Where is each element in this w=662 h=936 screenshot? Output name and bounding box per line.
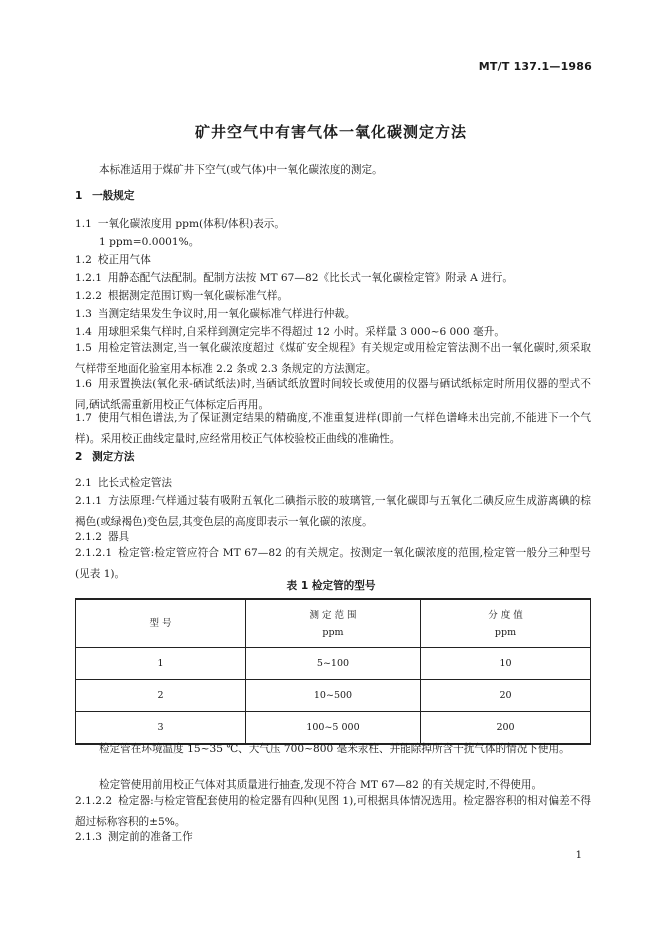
clause-1-5: 1.5 用检定管法测定,当一氧化碳浓度超过《煤矿安全规程》有关规定或用检定管法测不出一氧化碳时,须采取气样带至地面化验室用本标准 2.2 条或 2.3 条规定的方法测定。	[75, 342, 591, 375]
section-1-heading: 1 一般规定	[75, 190, 135, 202]
clause-1-2-1: 1.2.1 用静态配气法配制。配制方法按 MT 67—82《比长式一氧化碳检定管》附录 A 进行。	[75, 272, 513, 284]
clause-1-1-formula: 1 ppm=0.0001%。	[99, 236, 200, 248]
standard-code: MT/T 137.1—1986	[478, 60, 592, 73]
clause-1-2: 1.2 校正用气体	[75, 254, 151, 266]
clause-1-1: 1.1 一氧化碳浓度用 ppm(体积/体积)表示。	[75, 218, 285, 230]
cell-division: 10	[421, 648, 591, 680]
cell-range: 100~5 000	[245, 712, 420, 745]
clause-2-1-3: 2.1.3 测定前的准备工作	[75, 831, 193, 843]
header-type: 型 号	[76, 599, 246, 648]
page-number: 1	[575, 850, 582, 861]
header-division: 分 度 值 ppm	[421, 599, 591, 648]
table-row	[76, 648, 591, 680]
document-title: 矿井空气中有害气体一氧化碳测定方法	[194, 123, 467, 141]
intro-paragraph: 本标准适用于煤矿井下空气(或气体)中一氧化碳浓度的测定。	[99, 164, 383, 176]
clause-1-3: 1.3 当测定结果发生争议时,用一氧化碳标准气样进行仲裁。	[75, 308, 356, 320]
clause-1-2-2: 1.2.2 根据测定范围订购一氧化碳标准气样。	[75, 290, 289, 302]
cell-division: 20	[421, 680, 591, 712]
table-row	[76, 680, 591, 712]
after-table-paragraph-1: 检定管在环境温度 15~35 ℃、大气压 700~800 毫米汞柱、并能除掉所含干扰气体的情况下使用。	[99, 743, 570, 755]
clause-2-1-2: 2.1.2 器具	[75, 531, 130, 543]
after-table-paragraph-2: 检定管使用前用校正气体对其质量进行抽查,发现不符合 MT 67—82 的有关规定时,不得使用。	[99, 779, 543, 791]
cell-type: 3	[76, 712, 246, 745]
clause-2-1-2-2: 2.1.2.2 检定器:与检定管配套使用的检定器有四种(见图 1),可根据具体情况选用。检定器容积的相对偏差不得超过标称容积的±5%。	[75, 795, 591, 828]
table-header-row	[76, 599, 591, 648]
clause-2-1: 2.1 比长式检定管法	[75, 477, 173, 489]
clause-2-1-1: 2.1.1 方法原理:气样通过装有吸附五氧化二碘指示胶的玻璃管,一氧化碳即与五氧化二碘反应生成游离碘的棕褐色(或绿褐色)变色层,其变色层的高度即表示一氧化碳的浓度。	[75, 495, 591, 528]
cell-type: 2	[76, 680, 246, 712]
section-2-heading: 2 测定方法	[75, 451, 135, 463]
clause-2-1-2-1: 2.1.2.1 检定管:检定管应符合 MT 67—82 的有关规定。按测定一氧化碳浓度的范围,检定管一般分三种型号(见表 1)。	[75, 547, 591, 580]
clause-1-4: 1.4 用球胆采集气样时,自采样到测定完毕不得超过 12 小时。采样量 3 000~6 000 毫升。	[75, 326, 505, 338]
table-1-caption: 表 1 检定管的型号	[286, 580, 376, 592]
cell-range: 10~500	[245, 680, 420, 712]
cell-range: 5~100	[245, 648, 420, 680]
cell-type: 1	[76, 648, 246, 680]
table-1	[75, 598, 591, 745]
cell-division: 200	[421, 712, 591, 745]
header-range: 测 定 范 围 ppm	[245, 599, 420, 648]
clause-1-7: 1.7 使用气相色谱法,为了保证测定结果的精确度,不准重复进样(即前一气样色谱峰未出完前,不能进下一个气样)。采用校正曲线定量时,应经常用校正气体校验校正曲线的准确性。	[75, 412, 591, 445]
clause-1-6: 1.6 用汞置换法(氧化汞-硒试纸法)时,当硒试纸放置时间较长或使用的仪器与硒试纸标定时所用仪器的型式不同,硒试纸需重新用校正气体标定后再用。	[75, 378, 591, 411]
